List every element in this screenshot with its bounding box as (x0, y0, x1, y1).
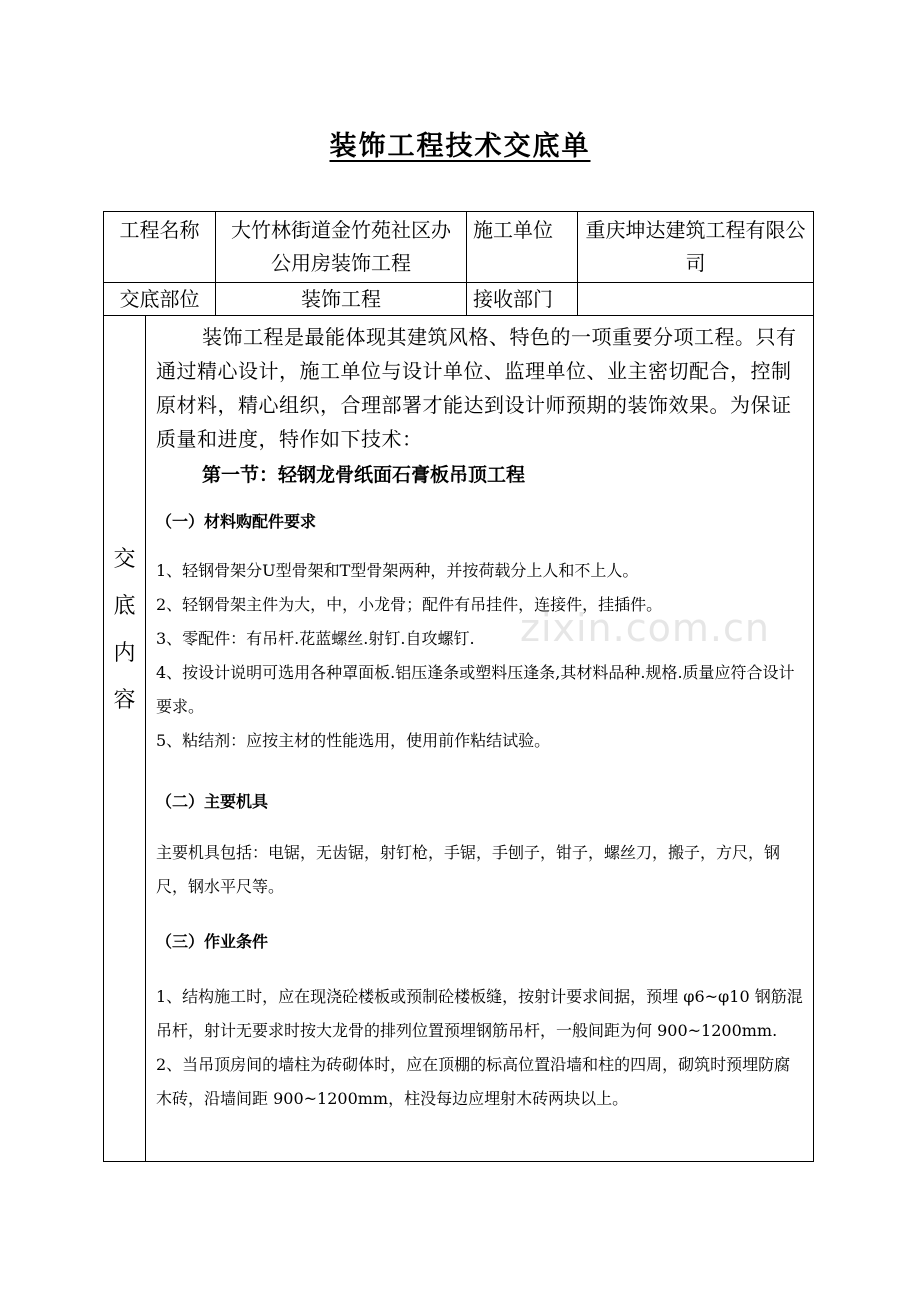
handover-part-label: 交底部位 (104, 283, 216, 316)
side-char-2: 底 (113, 594, 136, 619)
subsection-conditions-title: （三）作业条件 (156, 932, 269, 951)
list-item: 3、零配件：有吊杆.花蓝螺丝.射钉.自攻螺钉. (156, 629, 475, 648)
side-label (104, 316, 146, 1162)
header-row-2 (104, 283, 814, 316)
header-row-1 (104, 212, 814, 283)
materials-list (156, 554, 803, 758)
list-item: 4、按设计说明可选用各种罩面板.铝压逢条或塑料压逢条,其材料品种.规格.质量应符合设计要求。 (156, 663, 795, 716)
project-name-label: 工程名称 (104, 212, 216, 283)
section-title: 第一节：轻钢龙骨纸面石膏板吊顶工程 (202, 464, 526, 486)
conditions-list (156, 980, 803, 1116)
subsection-tools-title: （二）主要机具 (156, 792, 269, 811)
handover-part-value: 装饰工程 (216, 283, 467, 316)
list-item: 2、当吊顶房间的墙柱为砖砌体时，应在顶棚的标高位置沿墙和柱的四周，砌筑时预埋防腐木砖，沿墙间距 900~1200mm，柱没每边应埋射木砖两块以上。 (156, 1055, 791, 1108)
list-item: 5、粘结剂：应按主材的性能选用，使用前作粘结试验。 (156, 731, 551, 750)
side-char-1: 交 (113, 547, 136, 572)
project-name-value: 大竹林街道金竹苑社区办公用房装饰工程 (216, 212, 467, 283)
receiving-dept-value (578, 283, 814, 316)
watermark: zixin.com.cn (520, 606, 770, 650)
tools-paragraph: 主要机具包括：电锯，无齿锯，射钉枪，手锯，手刨子，钳子，螺丝刀，搬子，方尺，钢尺，钢水平尺等。 (156, 843, 781, 896)
list-item: 1、轻钢骨架分U型骨架和T型骨架两种，并按荷载分上人和不上人。 (156, 561, 639, 580)
side-char-4: 容 (113, 688, 136, 713)
handover-form-table (103, 211, 814, 1162)
construction-unit-value: 重庆坤达建筑工程有限公司 (578, 212, 814, 283)
subsection-materials-title: （一）材料购配件要求 (156, 512, 317, 531)
list-item: 2、轻钢骨架主件为大，中，小龙骨；配件有吊挂件，连接件，挂插件。 (156, 595, 663, 614)
document-title-text: 装饰工程技术交底单 (329, 131, 591, 162)
content-row (104, 316, 814, 1162)
receiving-dept-label: 接收部门 (467, 283, 578, 316)
content-body (146, 316, 814, 1162)
intro-paragraph: 装饰工程是最能体现其建筑风格、特色的一项重要分项工程。只有通过精心设计，施工单位与设计单位、监理单位、业主密切配合，控制原材料，精心组织，合理部署才能达到设计师预期的装饰效果。为保证质量和进度，特作如下技术： (156, 325, 797, 451)
construction-unit-label: 施工单位 (467, 212, 578, 283)
list-item: 1、结构施工时，应在现浇砼楼板或预制砼楼板缝，按射计要求间据，预埋 φ6~φ10 钢筋混吊杆，射计无要求时按大龙骨的排列位置预埋钢筋吊杆，一般间距为何 900~1200mm. (156, 987, 803, 1040)
document-title (0, 124, 920, 163)
side-char-3: 内 (113, 641, 136, 666)
